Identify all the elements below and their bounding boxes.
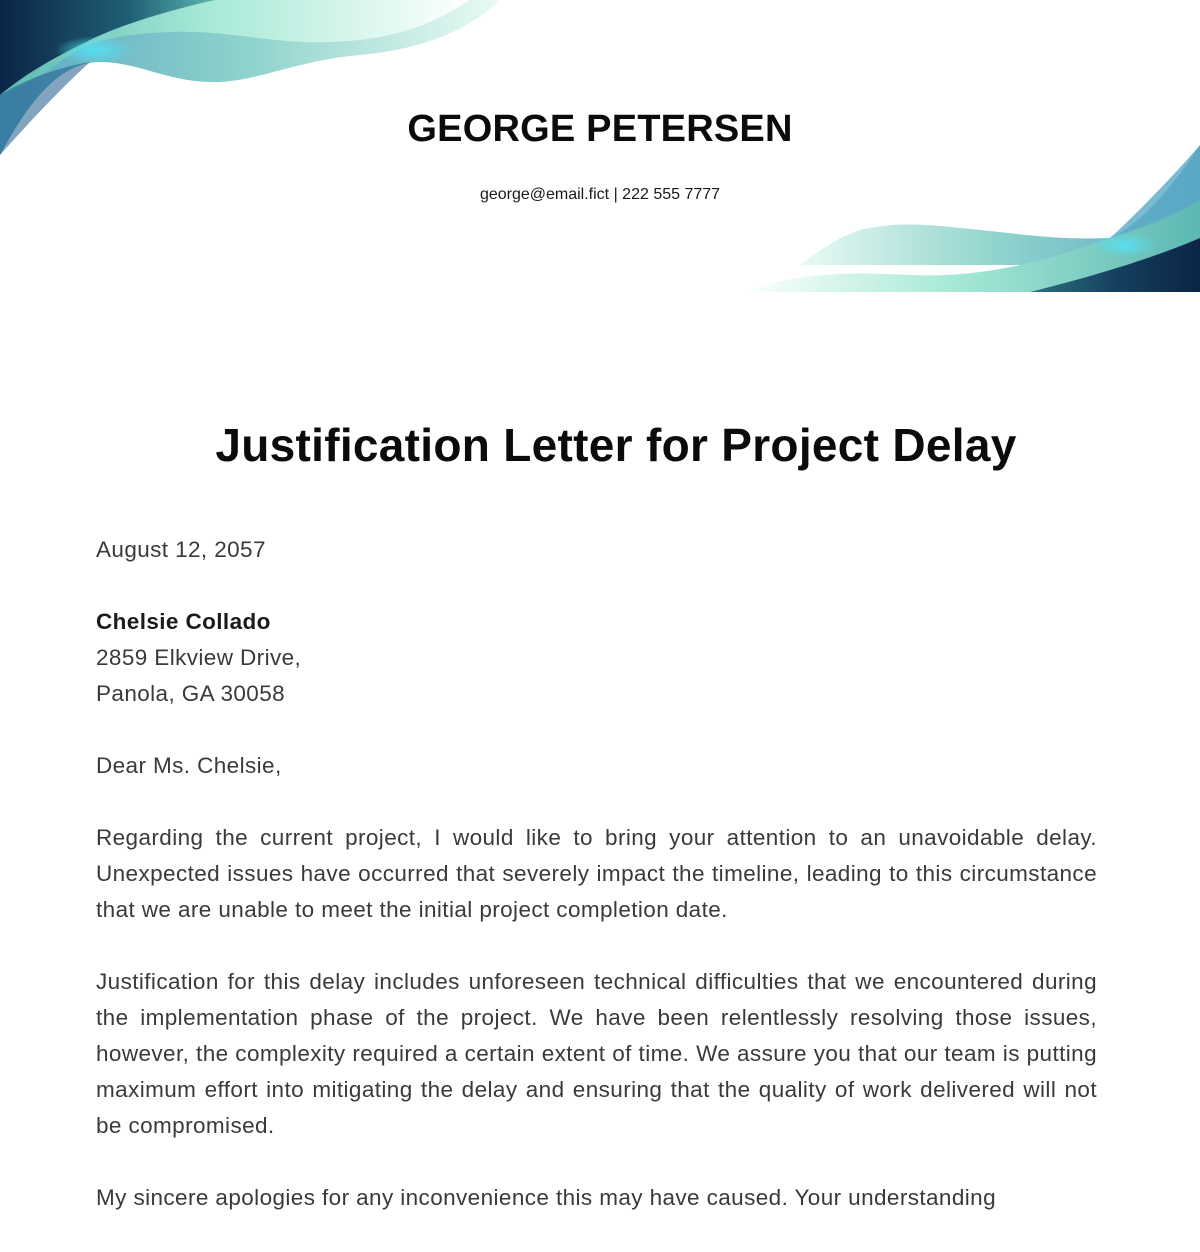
- recipient-block: [96, 604, 1097, 712]
- recipient-address-line2: Panola, GA 30058: [96, 681, 286, 706]
- letterhead: [0, 0, 1200, 295]
- letter-date: August 12, 2057: [96, 537, 266, 562]
- letter-title: Justification Letter for Project Delay: [215, 419, 1017, 471]
- paragraph-2: Justification for this delay includes unforeseen technical difficulties that we encountered during the implementation phase of the project. We have been relentlessly resolving those issues, however, the complexity required a certain extent of time. We assure you that our team is putting maximum effort into mitigating the delay and ensuring that the quality of work delivered will not be compromised.: [96, 969, 1097, 1138]
- paragraph-1: Regarding the current project, I would like to bring your attention to an unavoidable delay. Unexpected issues have occurred that severely impact the timeline, leading to this circumstance that we are unable to meet the initial project completion date.: [96, 825, 1097, 922]
- salutation: Dear Ms. Chelsie,: [96, 753, 282, 778]
- sender-name: GEORGE PETERSEN: [407, 108, 793, 150]
- recipient-address-line1: 2859 Elkview Drive,: [96, 645, 302, 670]
- letter-body: [96, 532, 1097, 1252]
- recipient-name: Chelsie Collado: [96, 609, 271, 634]
- decorative-wave-bottom-right: [740, 140, 1200, 292]
- sender-contact: george@email.fict | 222 555 7777: [479, 186, 721, 203]
- paragraph-3: My sincere apologies for any inconvenience this may have caused. Your understanding: [96, 1185, 996, 1210]
